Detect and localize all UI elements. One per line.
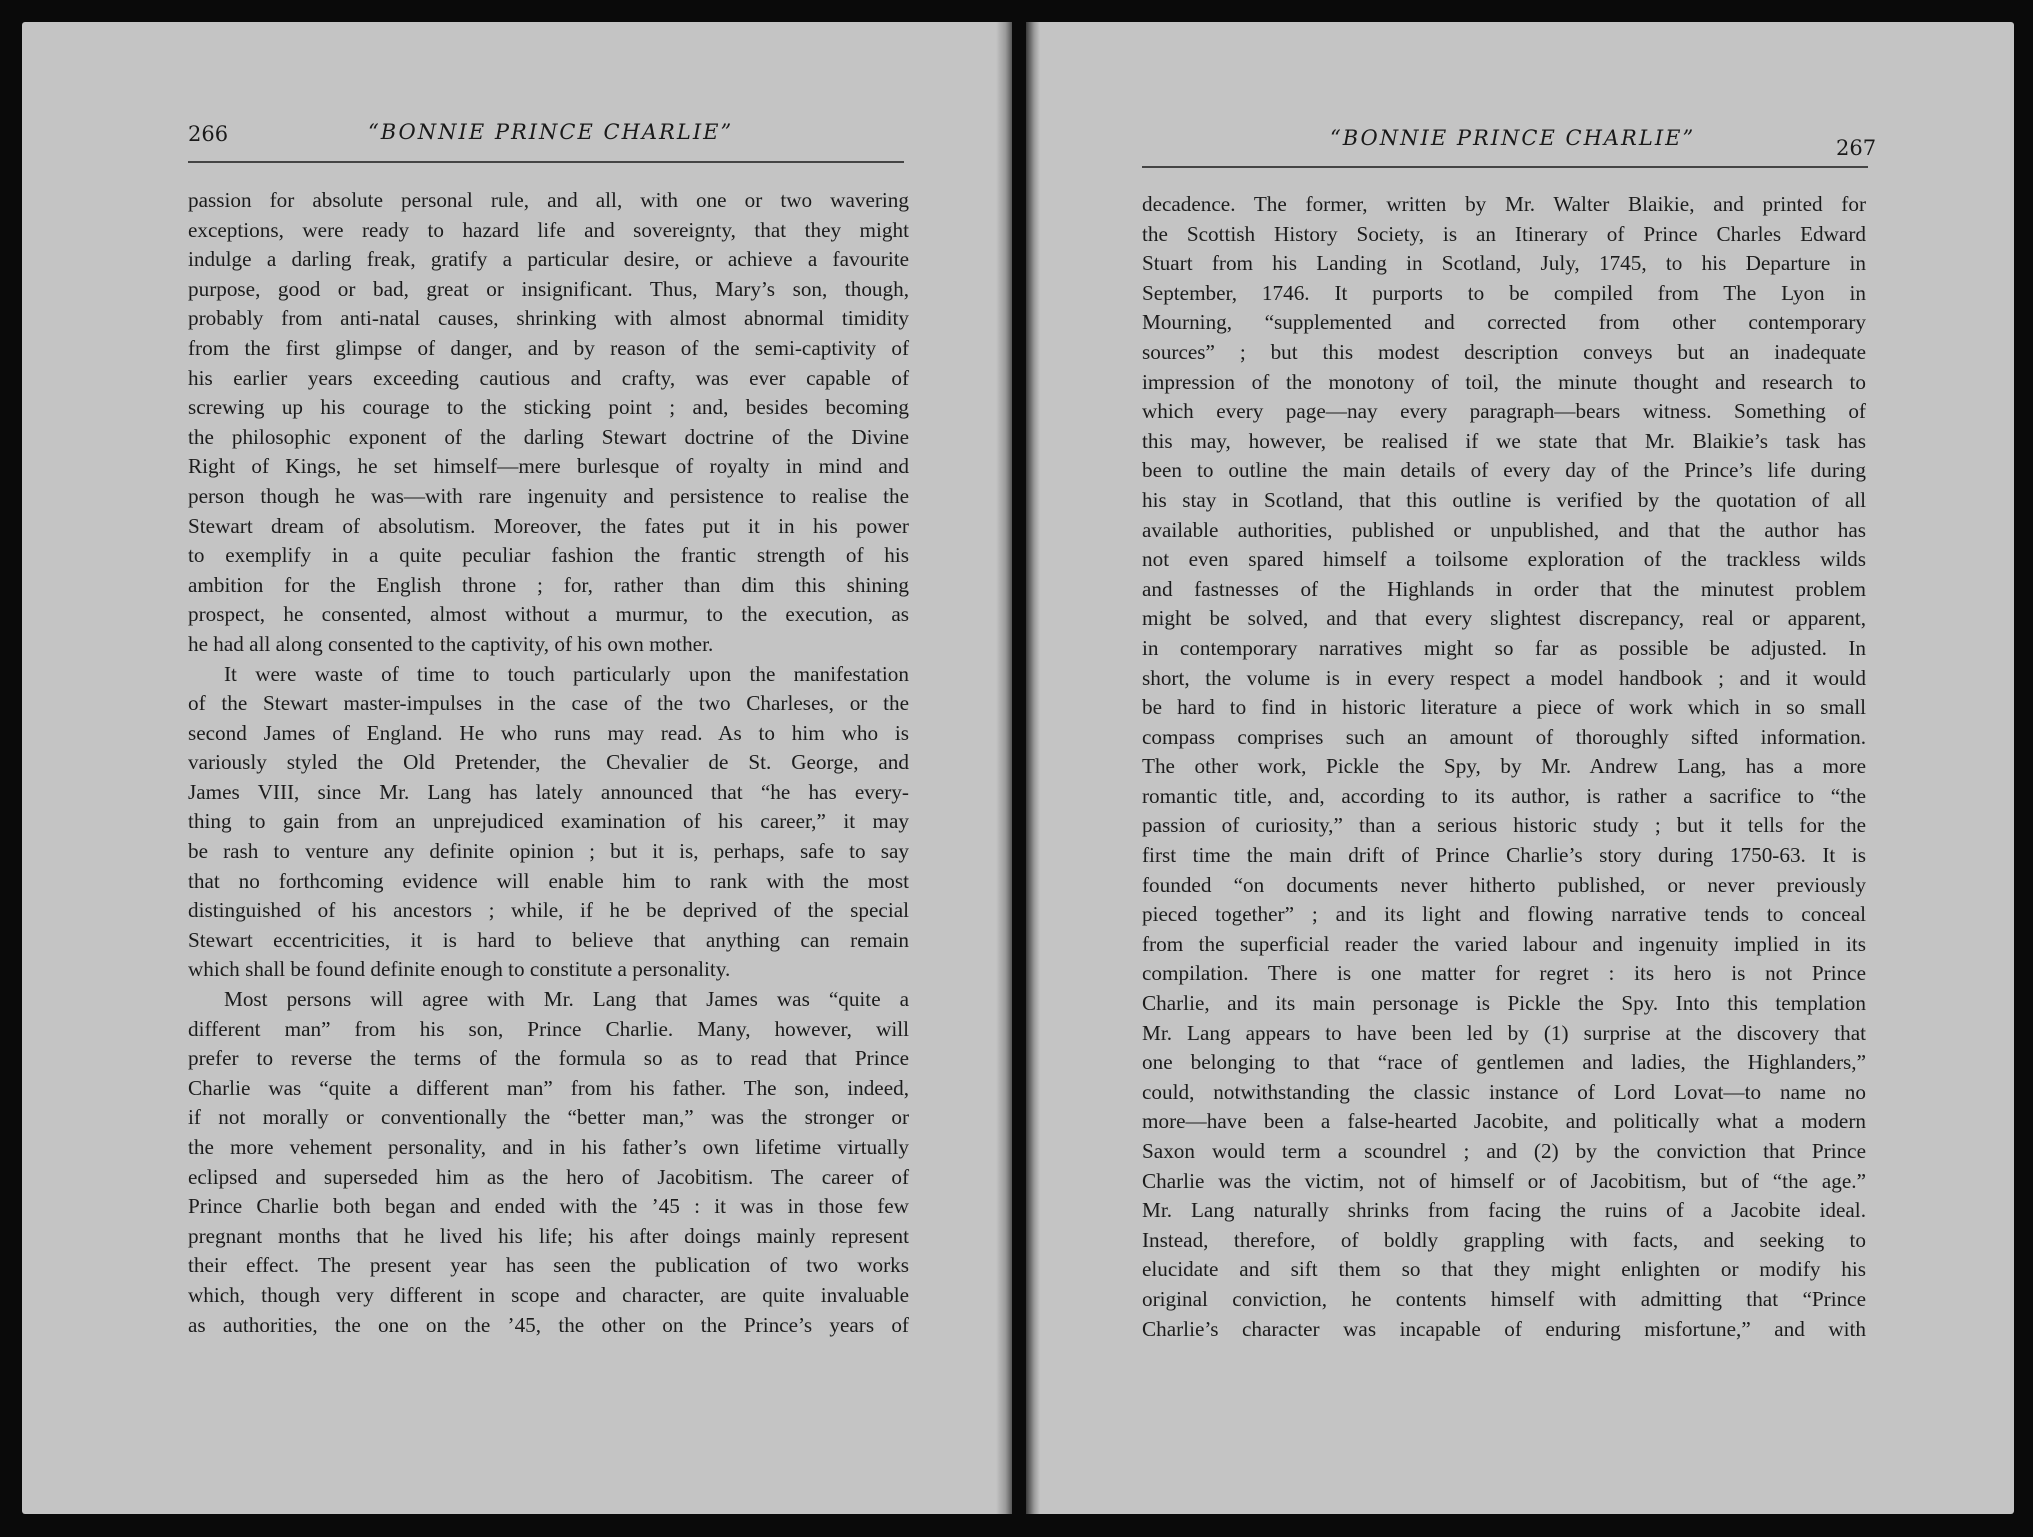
right-page-text <box>1142 190 1866 1344</box>
text-line: ambition for the English throne ; for, rather than dim this shining <box>188 572 909 597</box>
text-line: purpose, good or bad, great or insignificant. Thus, Mary’s son, though, <box>188 276 909 301</box>
text-line: Stewart eccentricities, it is hard to believe that anything can remain <box>188 927 909 952</box>
right-page-number: 267 <box>1836 136 1877 160</box>
text-line: Mr. Lang naturally shrinks from facing the ruins of a Jacobite ideal. <box>1142 1198 1866 1223</box>
text-line: of the Stewart master-impulses in the case of the two Charleses, or the <box>188 691 909 716</box>
text-line: which shall be found definite enough to constitute a personality. <box>188 957 731 982</box>
text-line: indulge a darling freak, gratify a particular desire, or achieve a favourite <box>188 247 909 272</box>
text-line: to exemplify in a quite peculiar fashion the frantic strength of his <box>188 543 909 568</box>
text-line: founded “on documents never hitherto published, or never previously <box>1142 872 1866 897</box>
text-line: Mr. Lang appears to have been led by (1) surprise at the discovery that <box>1142 1020 1866 1045</box>
text-line: as authorities, the one on the ’45, the other on the Prince’s years of <box>188 1312 909 1337</box>
text-line: different man” from his son, Prince Charlie. Many, however, will <box>188 1016 909 1041</box>
text-line: September, 1746. It purports to be compiled from The Lyon in <box>1142 280 1866 305</box>
text-line: compilation. There is one matter for regret : its hero is not Prince <box>1142 961 1866 986</box>
text-line: been to outline the main details of every day of the Prince’s life during <box>1142 458 1866 483</box>
text-line: prospect, he consented, almost without a murmur, to the execution, as <box>188 602 909 627</box>
text-line: sources” ; but this modest description conveys but an inadequate <box>1142 339 1866 364</box>
text-line: prefer to reverse the terms of the formula so as to read that Prince <box>188 1046 909 1071</box>
text-line: Most persons will agree with Mr. Lang that James was “quite a <box>224 987 909 1012</box>
text-line: which, though very different in scope and character, are quite invaluable <box>188 1282 909 1307</box>
text-line: Mourning, “supplemented and corrected from other contemporary <box>1142 310 1866 335</box>
text-line: It were waste of time to touch particularly upon the manifestation <box>224 661 909 686</box>
text-line: the more vehement personality, and in his father’s own lifetime virtually <box>188 1135 909 1159</box>
left-page-text <box>188 186 909 1340</box>
text-line: Charlie’s character was incapable of enduring misfortune,” and with <box>1142 1316 1866 1341</box>
text-line: romantic title, and, according to its author, is rather a sacrifice to “the <box>1142 783 1866 808</box>
text-line: compass comprises such an amount of thoroughly sifted information. <box>1142 724 1866 749</box>
text-line: elucidate and sift them so that they might enlighten or modify his <box>1142 1257 1866 1282</box>
text-line: more—have been a false-hearted Jacobite, and politically what a modern <box>1142 1109 1866 1134</box>
text-line: not even spared himself a toilsome exploration of the trackless wilds <box>1142 547 1866 572</box>
text-line: variously styled the Old Pretender, the Chevalier de St. George, and <box>188 750 909 775</box>
text-line: impression of the monotony of toil, the minute thought and research to <box>1142 369 1866 394</box>
text-line: passion of curiosity,” than a serious historic study ; but it tells for the <box>1142 813 1866 838</box>
text-line: first time the main drift of Prince Charlie’s story during 1750-63. It is <box>1142 843 1866 868</box>
text-line: if not morally or conventionally the “better man,” was the stronger or <box>188 1105 909 1130</box>
text-line: might be solved, and that every slightest discrepancy, real or apparent, <box>1142 606 1866 631</box>
text-line: Charlie was “quite a different man” from his father. The son, indeed, <box>188 1075 909 1100</box>
text-line: short, the volume is in every respect a model handbook ; and it would <box>1142 665 1866 690</box>
text-line: Charlie, and its main personage is Pickle the Spy. Into this templation <box>1142 991 1866 1016</box>
text-line: distinguished of his ancestors ; while, if he be deprived of the special <box>188 898 909 923</box>
text-line: original conviction, he contents himself with admitting that “Prince <box>1142 1286 1866 1311</box>
text-line: his earlier years exceeding cautious and crafty, was ever capable of <box>188 365 909 390</box>
text-line: he had all along consented to the captivity, of his own mother. <box>188 631 714 656</box>
text-line: from the superficial reader the varied labour and ingenuity implied in its <box>1142 931 1866 956</box>
text-line: which every page—nay every paragraph—bears witness. Something of <box>1142 399 1866 424</box>
text-line: Saxon would term a scoundrel ; and (2) by the conviction that Prince <box>1142 1139 1866 1163</box>
left-header-rule <box>188 161 904 163</box>
text-line: probably from anti-natal causes, shrinking with almost abnormal timidity <box>188 306 909 331</box>
text-line: his stay in Scotland, that this outline is verified by the quotation of all <box>1142 487 1866 512</box>
text-line: available authorities, published or unpublished, and that the author has <box>1142 517 1866 542</box>
text-line: passion for absolute personal rule, and all, with one or two wavering <box>188 188 909 212</box>
text-line: person though he was—with rare ingenuity and persistence to realise the <box>188 483 909 508</box>
text-line: thing to gain from an unprejudiced examination of his career,” it may <box>188 809 909 834</box>
text-line: Charlie was the victim, not of himself or of Jacobitism, but of “the age.” <box>1142 1168 1866 1193</box>
text-line: exceptions, were ready to hazard life and sovereignty, that they might <box>188 217 909 242</box>
right-running-head: “BONNIE PRINCE CHARLIE” <box>1330 126 1696 150</box>
left-running-head: “BONNIE PRINCE CHARLIE” <box>368 120 734 144</box>
text-line: James VIII, since Mr. Lang has lately announced that “he has every- <box>188 779 909 804</box>
text-line: the Scottish History Society, is an Itinerary of Prince Charles Edward <box>1142 221 1866 246</box>
text-line: Instead, therefore, of boldly grappling with facts, and seeking to <box>1142 1227 1866 1252</box>
text-line: Prince Charlie both began and ended with the ’45 : it was in those few <box>188 1194 909 1219</box>
text-line: could, notwithstanding the classic instance of Lord Lovat—to name no <box>1142 1079 1866 1104</box>
text-line: and fastnesses of the Highlands in order that the minutest problem <box>1142 576 1866 601</box>
text-line: second James of England. He who runs may read. As to him who is <box>188 720 909 745</box>
text-line: eclipsed and superseded him as the hero of Jacobitism. The career of <box>188 1164 909 1189</box>
right-gutter-shadow <box>1026 22 1040 1514</box>
text-line: one belonging to that “race of gentlemen and ladies, the Highlanders,” <box>1142 1050 1866 1075</box>
text-line: The other work, Pickle the Spy, by Mr. Andrew Lang, has a more <box>1142 754 1866 779</box>
text-line: be rash to venture any definite opinion ; but it is, perhaps, safe to say <box>188 839 909 864</box>
text-line: screwing up his courage to the sticking point ; and, besides becoming <box>188 395 909 420</box>
text-line: pregnant months that he lived his life; his after doings mainly represent <box>188 1223 909 1248</box>
text-line: Right of Kings, he set himself—mere burlesque of royalty in mind and <box>188 454 909 479</box>
text-line: the philosophic exponent of the darling Stewart doctrine of the Divine <box>188 424 909 449</box>
left-gutter-shadow <box>996 22 1012 1514</box>
right-header-rule <box>1142 166 1868 168</box>
left-page-number: 266 <box>188 122 229 146</box>
text-line: in contemporary narratives might so far as possible be adjusted. In <box>1142 635 1866 660</box>
text-line: Stewart dream of absolutism. Moreover, the fates put it in his power <box>188 513 909 538</box>
text-line: from the first glimpse of danger, and by reason of the semi-captivity of <box>188 335 909 360</box>
text-line: that no forthcoming evidence will enable him to rank with the most <box>188 868 909 893</box>
text-line: this may, however, be realised if we state that Mr. Blaikie’s task has <box>1142 428 1866 453</box>
text-line: Stuart from his Landing in Scotland, July, 1745, to his Departure in <box>1142 251 1866 276</box>
text-line: decadence. The former, written by Mr. Walter Blaikie, and printed for <box>1142 192 1866 216</box>
text-line: pieced together” ; and its light and flowing narrative tends to conceal <box>1142 902 1866 927</box>
text-line: be hard to find in historic literature a piece of work which in so small <box>1142 695 1866 720</box>
text-line: their effect. The present year has seen the publication of two works <box>188 1253 909 1278</box>
